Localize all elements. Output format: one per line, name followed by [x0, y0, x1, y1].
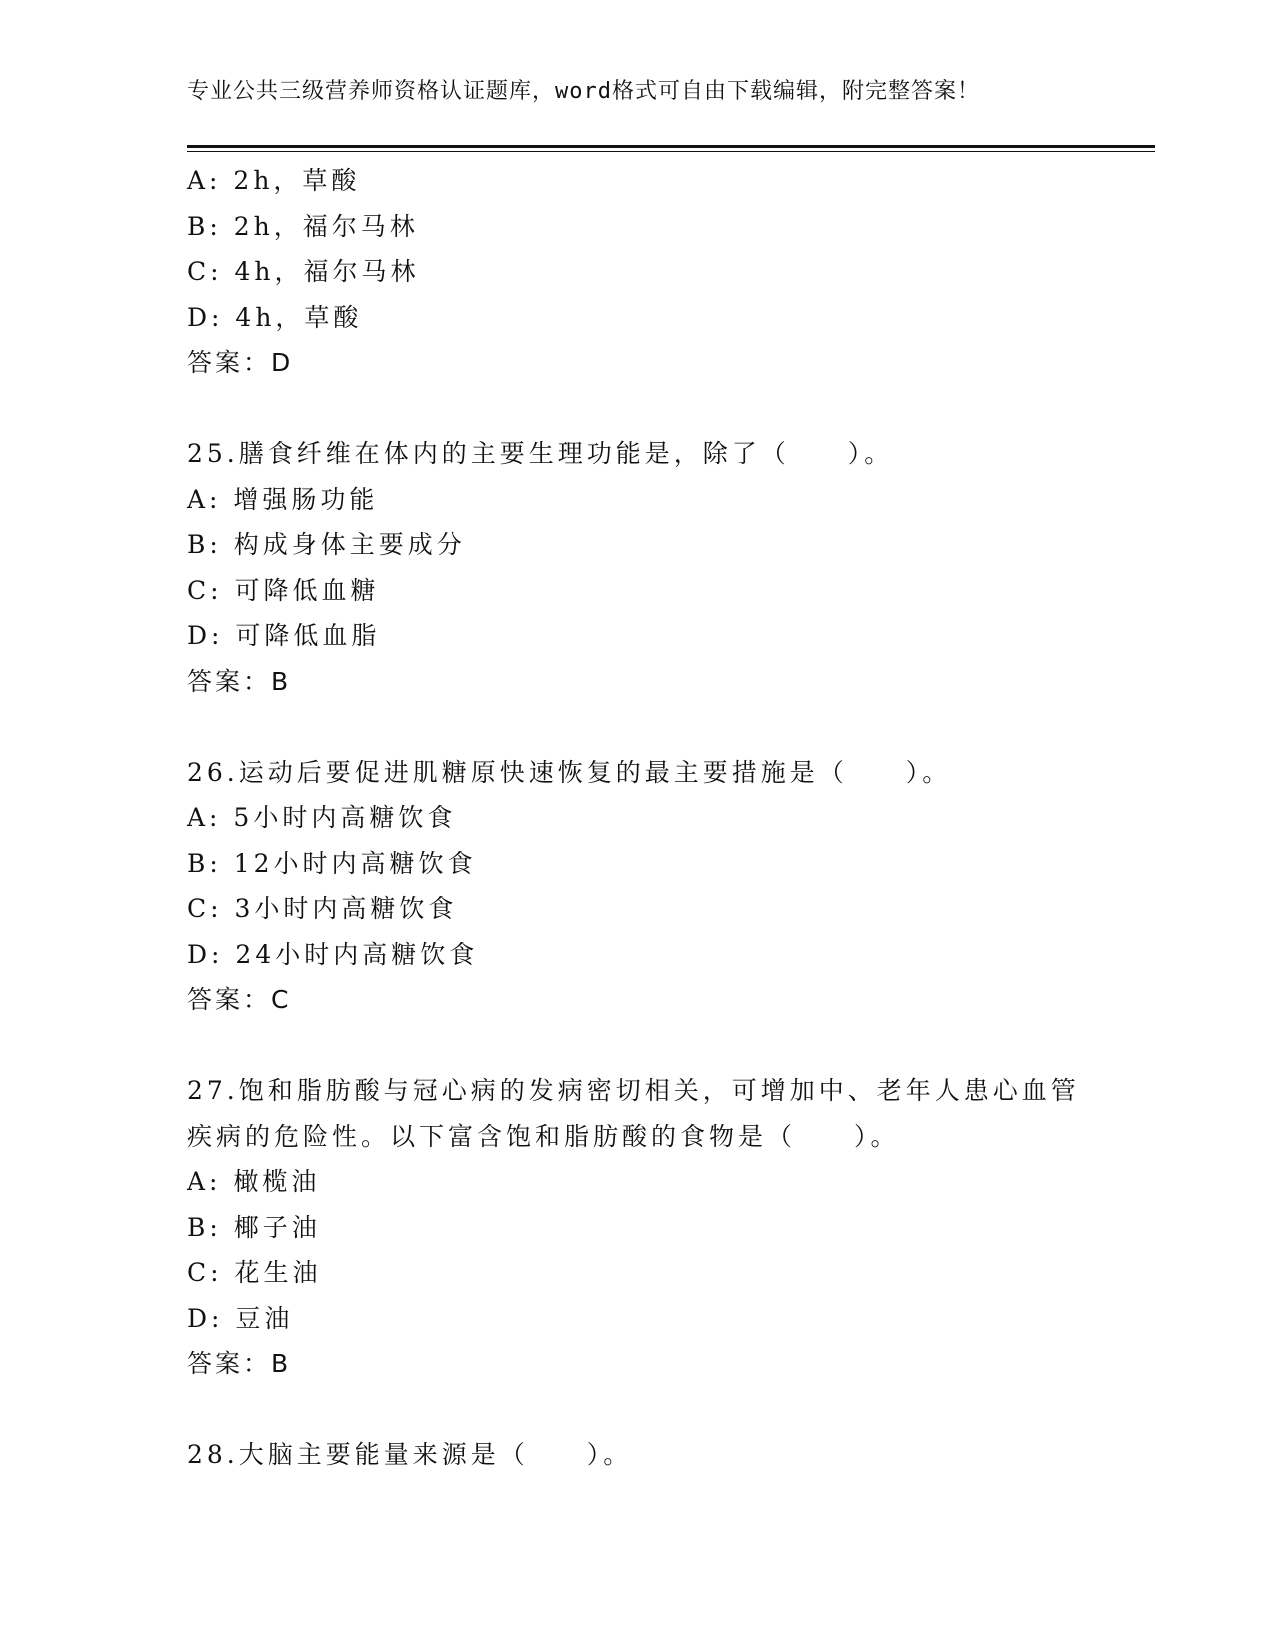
question-text: 28.大脑主要能量来源是（ ）。 — [187, 1440, 633, 1469]
option-a: A: 5小时内高糖饮食 — [187, 803, 457, 832]
answer: 答案：B — [187, 666, 292, 696]
question-text-line-1: 27.饱和脂肪酸与冠心病的发病密切相关，可增加中、老年人患心血管 — [187, 1076, 1080, 1105]
option-a: A: 2h，草酸 — [187, 166, 361, 195]
option-d: D: 可降低血脂 — [187, 621, 381, 650]
option-b: B: 构成身体主要成分 — [187, 530, 466, 559]
option-c: C: 花生油 — [187, 1258, 322, 1287]
option-b: B: 12小时内高糖饮食 — [187, 848, 477, 878]
option-d: D: 豆油 — [187, 1303, 294, 1333]
question-27 — [187, 1068, 1087, 1387]
option-c: C: 3小时内高糖饮食 — [187, 894, 458, 923]
option-a: A: 增强肠功能 — [187, 484, 379, 514]
page-header: 专业公共三级营养师资格认证题库，word格式可自由下载编辑，附完整答案！ — [187, 79, 980, 104]
option-a: A: 橄榄油 — [187, 1167, 321, 1196]
question-26 — [187, 750, 1087, 1023]
question-28 — [187, 1432, 1087, 1478]
header-rule-thin — [187, 151, 1155, 152]
question-25 — [187, 431, 1087, 704]
answer: 答案：D — [187, 348, 294, 377]
question-text: 25.膳食纤维在体内的主要生理功能是，除了（ ）。 — [187, 439, 894, 468]
question-content — [187, 158, 1087, 1478]
question-text-line-2: 疾病的危险性。以下富含饱和脂肪酸的食物是（ ）。 — [187, 1121, 900, 1151]
question-text: 26.运动后要促进肌糖原快速恢复的最主要措施是（ ）。 — [187, 757, 952, 787]
answer: 答案：C — [187, 985, 292, 1014]
option-c: C: 可降低血糖 — [187, 575, 380, 605]
option-b: B: 2h，福尔马林 — [187, 211, 419, 241]
answer: 答案：B — [187, 1349, 292, 1378]
option-d: D: 4h，草酸 — [187, 302, 363, 332]
header-rule-thick — [187, 145, 1155, 148]
question-24-partial — [187, 158, 1087, 386]
option-b: B: 椰子油 — [187, 1212, 321, 1242]
option-d: D: 24小时内高糖饮食 — [187, 939, 479, 969]
option-c: C: 4h，福尔马林 — [187, 257, 420, 286]
